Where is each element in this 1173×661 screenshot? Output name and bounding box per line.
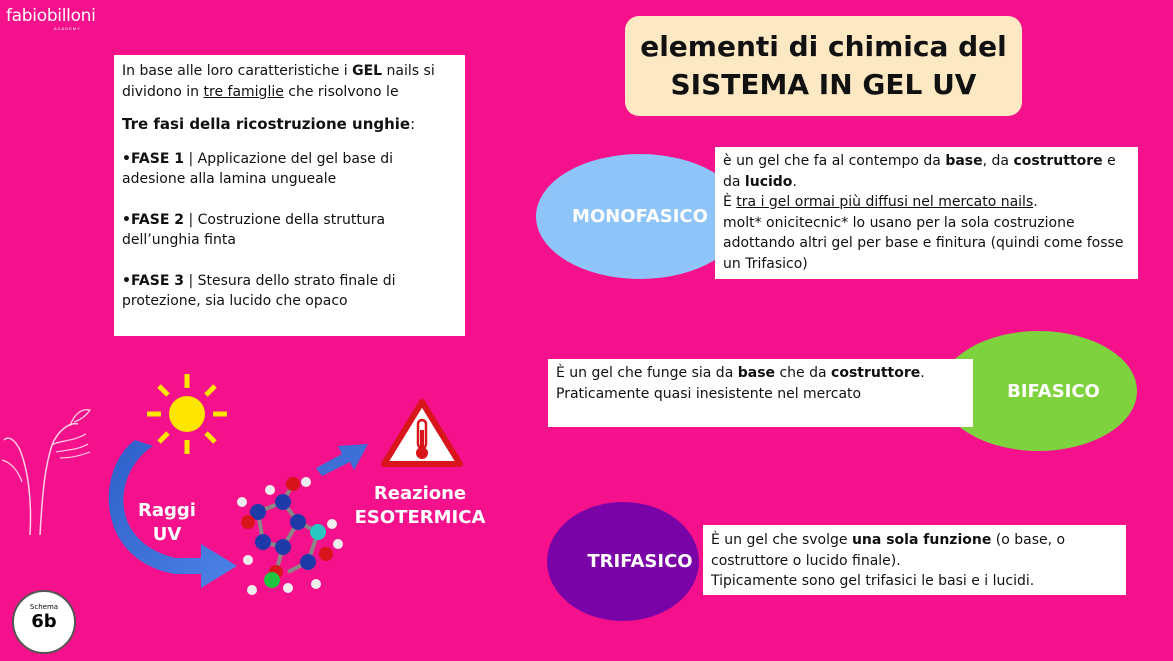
phase-item: •FASE 2 | Costruzione della struttura dell’unghia finta xyxy=(122,211,386,248)
page-title-box xyxy=(625,16,1022,116)
tre-famiglie-link: tre famiglie xyxy=(203,83,284,100)
trifasico-line1: È un gel che svolge una sola funzione (o base, o costruttore o lucido finale). xyxy=(711,532,1066,569)
intro-paragraph: In base alle loro caratteristiche i GEL nails si dividono in tre famiglie che risolvono le xyxy=(122,63,435,100)
page-title-line1: elementi di chimica del xyxy=(640,30,1007,63)
bifasico-text-box xyxy=(548,359,973,427)
trifasico-text-box xyxy=(703,525,1126,595)
monofasico-label: MONOFASICO xyxy=(572,206,708,227)
trifasico-label: TRIFASICO xyxy=(587,551,693,572)
bifasico-label: BIFASICO xyxy=(1007,380,1100,402)
schema-label: Schema xyxy=(29,603,59,611)
raggi-uv-label: Raggi UV xyxy=(138,500,196,545)
bifasico-line1: È un gel che funge sia da base che da costruttore. xyxy=(556,365,925,381)
phases-heading: Tre fasi della ricostruzione unghie: xyxy=(122,115,416,133)
monofasico-line1: è un gel che fa al contempo da base, da costruttore e da lucido. xyxy=(723,153,1116,190)
schema-badge xyxy=(12,590,76,654)
arrow-right-icon xyxy=(312,434,372,476)
page-title-line2: SISTEMA IN GEL UV xyxy=(670,68,977,101)
monofasico-line3: molt* onicitecnic* lo usano per la sola costruzione adottando altri gel per base e finitura (quindi come fosse un Trifasico) xyxy=(723,214,1124,272)
trifasico-line2: Tipicamente sono gel trifasici le basi e i lucidi. xyxy=(711,573,1035,589)
schema-number: 6b xyxy=(31,611,57,632)
monofasico-oval xyxy=(536,154,744,279)
monofasico-line2: È tra i gel ormai più diffusi nel mercato nails. xyxy=(723,194,1038,210)
reazione-esotermica-label: Reazione ESOTERMICA xyxy=(354,483,486,528)
intro-text-box xyxy=(114,55,465,336)
monofasico-text-box xyxy=(715,147,1138,279)
brand-logo xyxy=(6,6,96,26)
brand-logo-name: fabiobilloni xyxy=(6,6,96,26)
bifasico-line2: Praticamente quasi inesistente nel mercato xyxy=(556,385,862,402)
phase-item: •FASE 1 | Applicazione del gel base di adesione alla lamina ungueale xyxy=(122,150,394,187)
phase-item: •FASE 3 | Stesura dello strato finale di protezione, sia lucido che opaco xyxy=(122,272,396,309)
molecule-icon xyxy=(228,472,368,602)
trifasico-oval xyxy=(547,502,699,621)
thermometer-warning-icon xyxy=(380,398,464,468)
brand-logo-sub: ACADEMY xyxy=(54,26,81,31)
hand-flower-icon xyxy=(0,400,110,540)
